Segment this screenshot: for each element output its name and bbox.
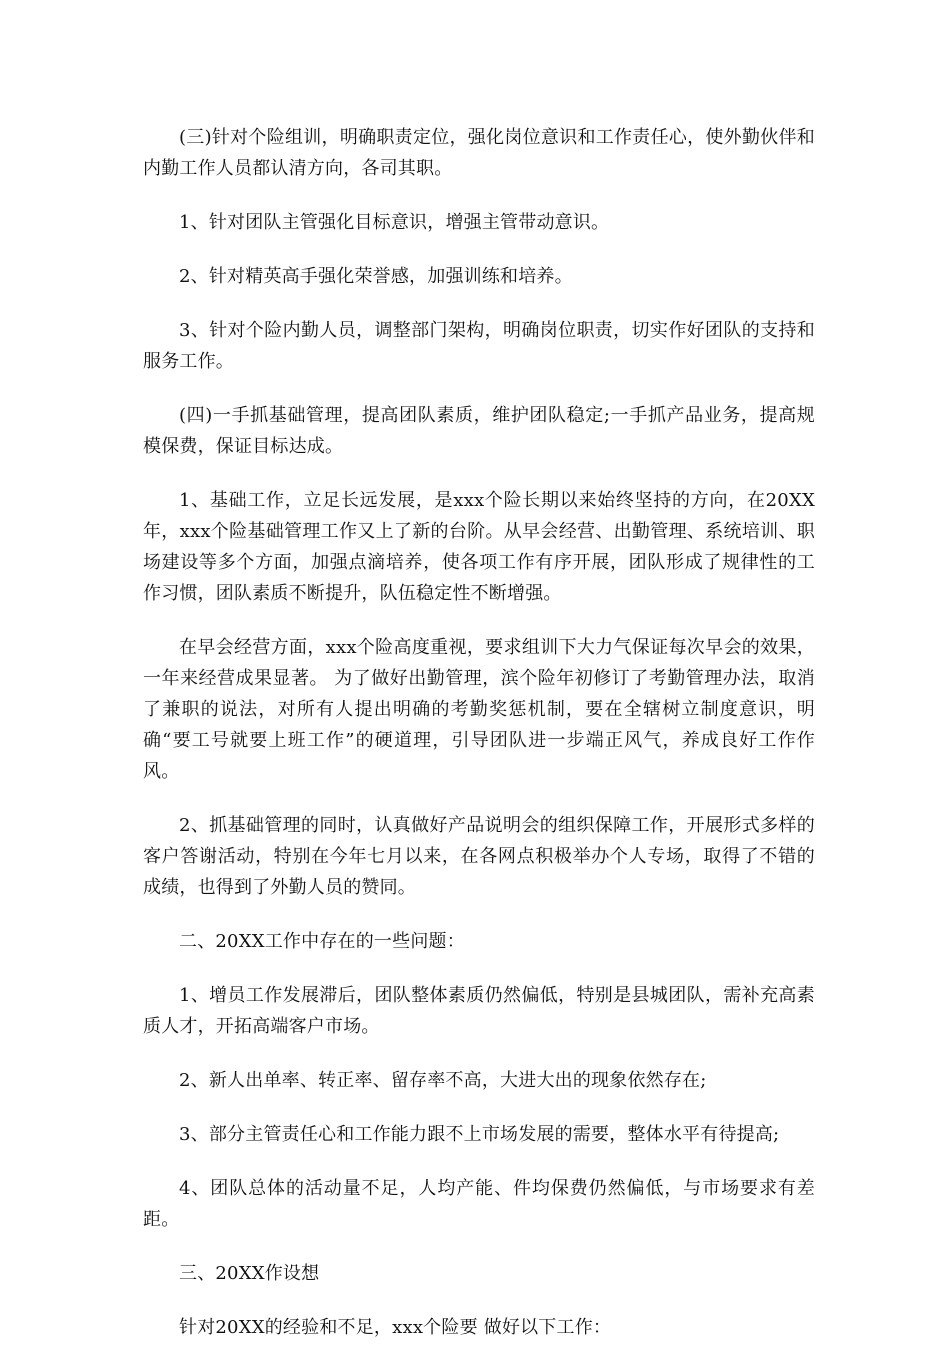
paragraph-4: 3、针对个险内勤人员，调整部门架构，明确岗位职责，切实作好团队的支持和服务工作。 [143,320,815,372]
paragraph-12: 3、部分主管责任心和工作能力跟不上市场发展的需要，整体水平有待提高; [179,1124,780,1145]
document-page [143,122,815,1366]
paragraph-8: 2、抓基础管理的同时，认真做好产品说明会的组织保障工作，开展形式多样的客户答谢活动，特别在今年七月以来，在各网点积极举办个人专场，取得了不错的成绩，也得到了外勤人员的赞同。 [143,815,815,898]
section-heading-plan: 三、20XX作设想 [179,1263,320,1284]
section-heading-problems: 二、20XX工作中存在的一些问题： [179,931,465,952]
paragraph-1: (三)针对个险组训，明确职责定位，强化岗位意识和工作责任心，使外勤伙伴和内勤工作人员都认清方向，各司其职。 [143,127,815,179]
paragraph-7: 在早会经营方面，xxx个险高度重视，要求组训下大力气保证每次早会的效果，一年来经营成果显著。 为了做好出勤管理，滨个险年初修订了考勤管理办法，取消了兼职的说法，对所有人提出明确的考勤奖惩机制，要在全辖树立制度意识，明确“要工号就要上班工作”的硬道理，引导团队进一步端正风气，养成良好工作作风。 [143,637,815,782]
paragraph-6: 1、基础工作，立足长远发展，是xxx个险长期以来始终坚持的方向，在20XX年，xxx个险基础管理工作又上了新的台阶。从早会经营、出勤管理、系统培训、职场建设等多个方面，加强点滴培养，使各项工作有序开展，团队形成了规律性的工作习惯，团队素质不断提升，队伍稳定性不断增强。 [143,490,815,604]
paragraph-2: 1、针对团队主管强化目标意识，增强主管带动意识。 [179,212,610,233]
paragraph-5: (四)一手抓基础管理，提高团队素质，维护团队稳定;一手抓产品业务，提高规模保费，保证目标达成。 [143,405,815,457]
paragraph-3: 2、针对精英高手强化荣誉感，加强训练和培养。 [179,266,573,287]
paragraph-10: 1、增员工作发展滞后，团队整体素质仍然偏低，特别是县城团队，需补充高素质人才，开拓高端客户市场。 [143,985,815,1037]
paragraph-13: 4、团队总体的活动量不足，人均产能、件均保费仍然偏低，与市场要求有差距。 [143,1178,815,1230]
paragraph-15: 针对20XX的经验和不足，xxx个险要 做好以下工作： [179,1317,612,1338]
paragraph-11: 2、新人出单率、转正率、留存率不高，大进大出的现象依然存在; [179,1070,707,1091]
